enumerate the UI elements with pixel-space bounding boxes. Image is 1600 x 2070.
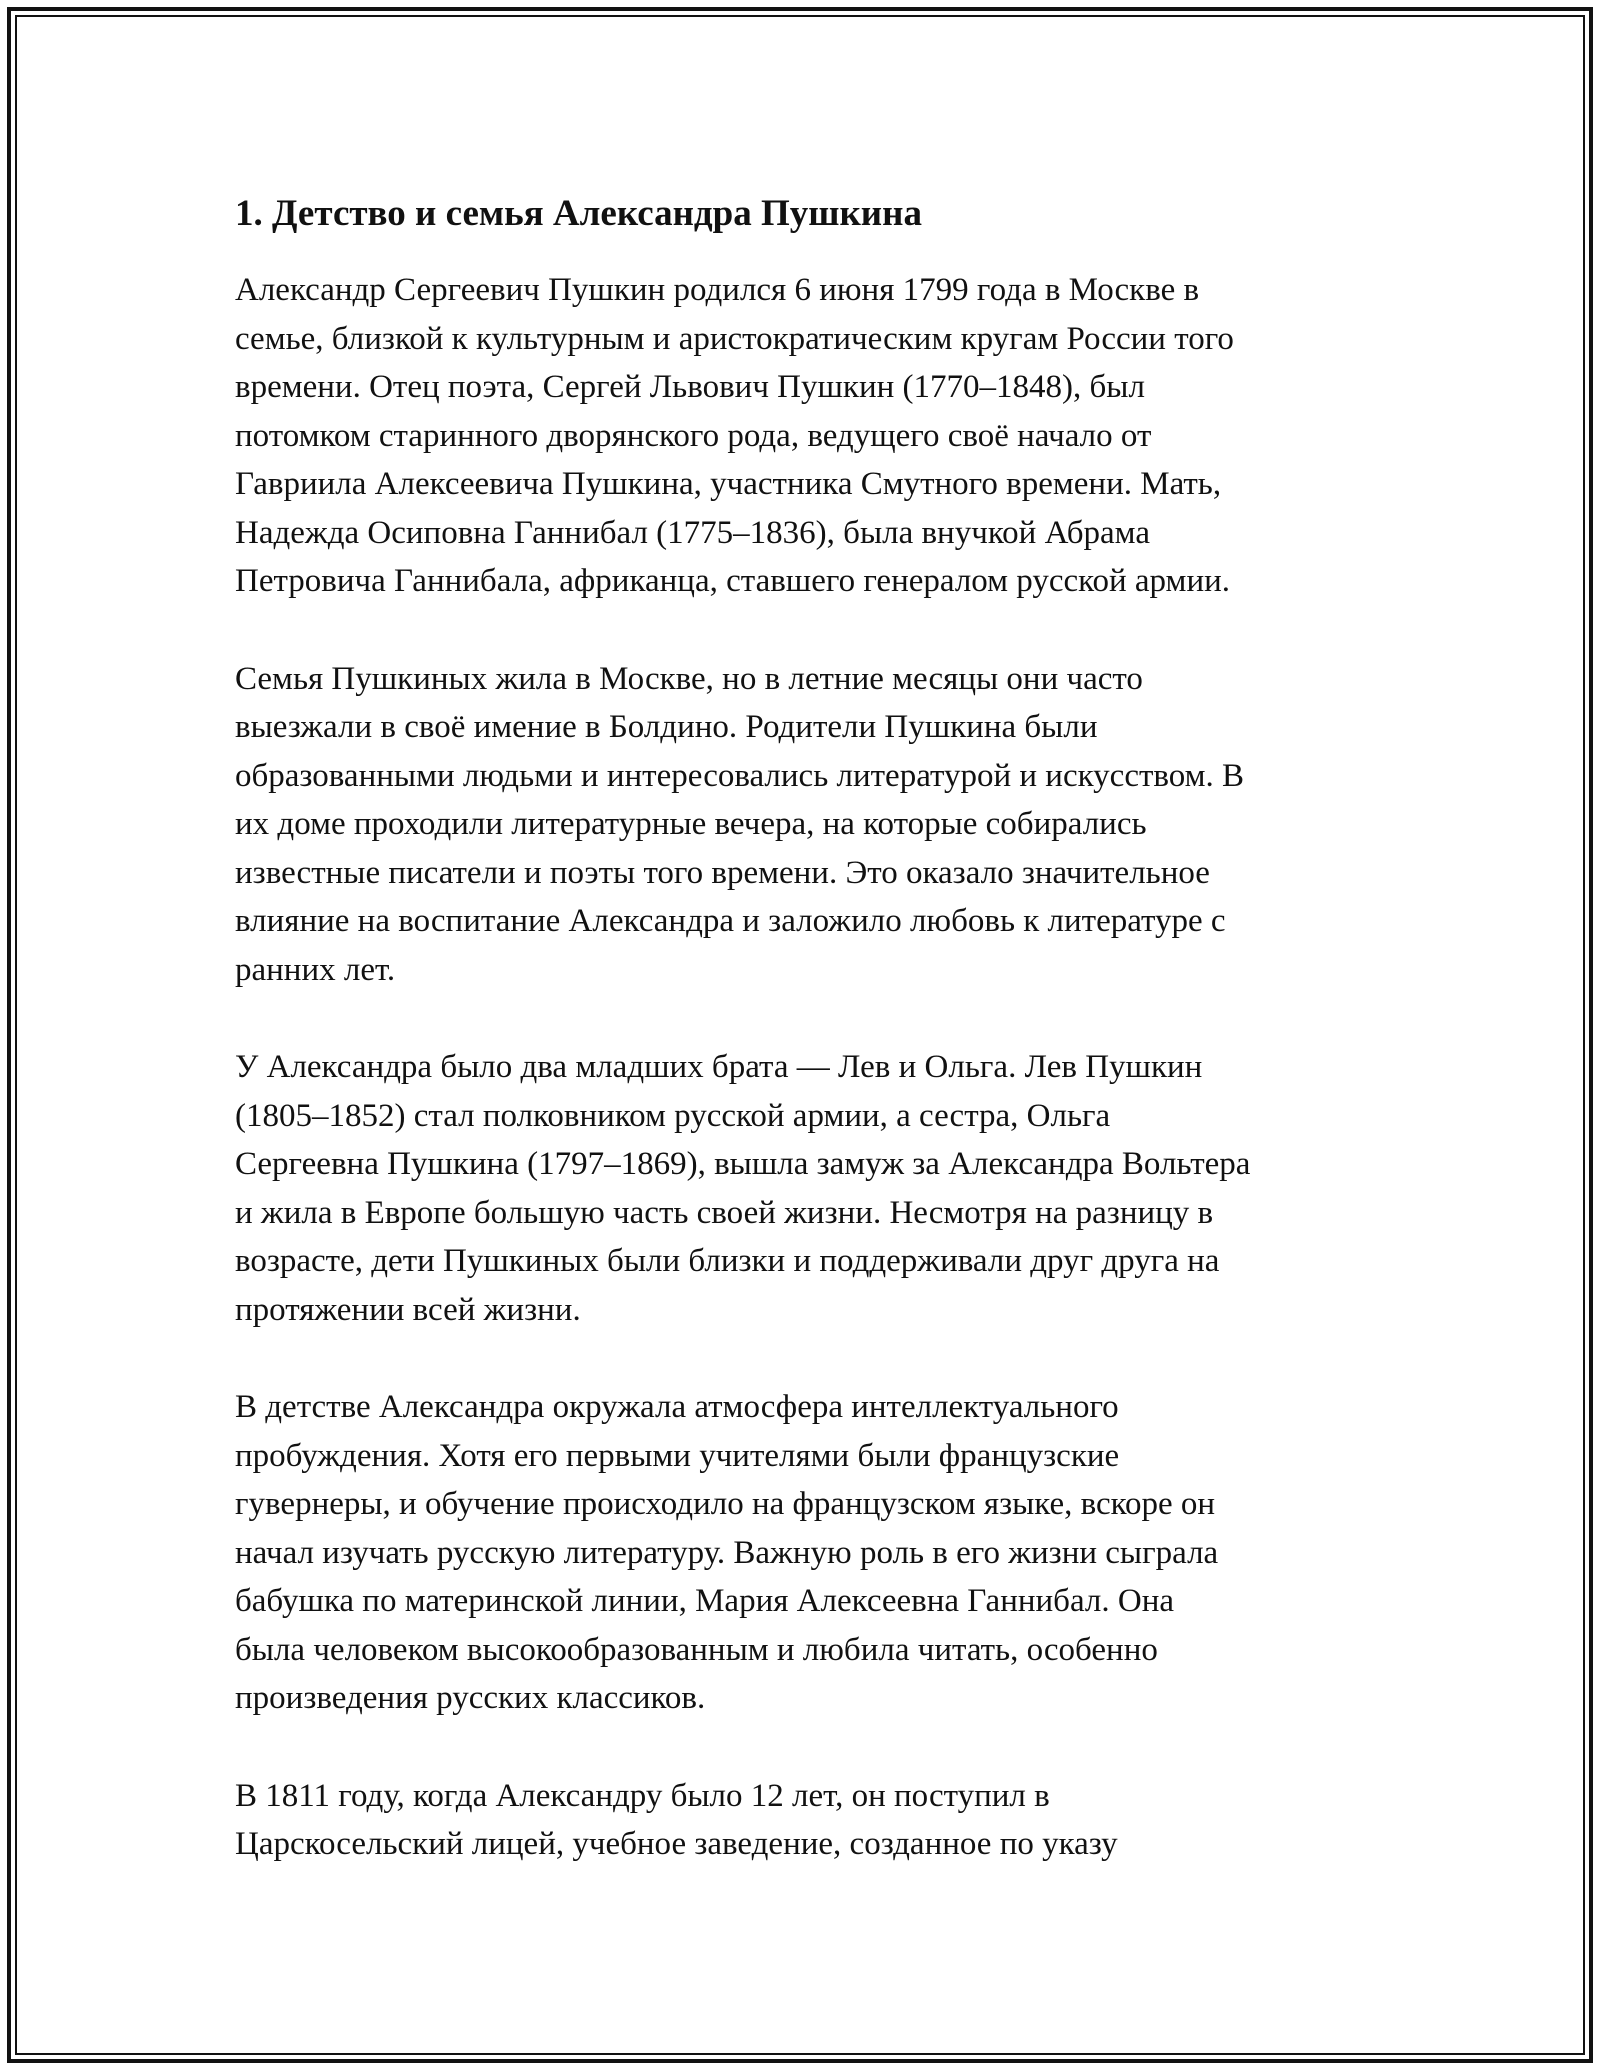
paragraph-family-life: Семья Пушкиных жила в Москве, но в летние месяцы они часто выезжали в своё имение в Болдино. Родители Пушкина были образованными людьми и интересовались литературой и искусством. В их доме проходили литературные вечера, на которые собирались известные писатели и поэты того времени. Это оказало значительное влияние на воспитание Александра и заложило любовь к литературе с ранних лет. bbox=[235, 660, 1245, 988]
paragraph-siblings: У Александра было два младших брата — Лев и Ольга. Лев Пушкин (1805–1852) стал полковником русской армии, а сестра, Ольга Сергеевна Пушкина (1797–1869), вышла замуж за Александра Вольтера и жила в Европе большую часть своей жизни. Несмотря на разницу в возрасте, дети Пушкиных были близки и поддерживали друг друга на протяжении всей жизни. bbox=[235, 1049, 1251, 1328]
document-body bbox=[235, 188, 1375, 1918]
paragraph-lyceum: В 1811 году, когда Александру было 12 лет, он поступил в Царскосельский лицей, учебное заведение, созданное по указу bbox=[235, 1777, 1118, 1862]
paragraph-birth-parents: Александр Сергеевич Пушкин родился 6 июня 1799 года в Москве в семье, близкой к культурным и аристократическим кругам России того времени. Отец поэта, Сергей Львович Пушкин (1770–1848), был потомком старинного дворянского рода, ведущего своё начало от Гавриила Алексеевича Пушкина, участника Смутного времени. Мать, Надежда Осиповна Ганнибал (1775–1836), была внучкой Абрама Петровича Ганнибала, африканца, ставшего генералом русской армии. bbox=[235, 272, 1234, 599]
paragraph-childhood-education: В детстве Александра окружала атмосфера интеллектуального пробуждения. Хотя его первыми учителями были французские гувернеры, и обучение происходило на французском языке, вскоре он начал изучать русскую литературу. Важную роль в его жизни сыграла бабушка по материнской линии, Мария Алексеевна Ганнибал. Она была человеком высокообразованным и любила читать, особенно произведения русских классиков. bbox=[235, 1389, 1219, 1716]
section-heading: 1. Детство и семья Александра Пушкина bbox=[235, 193, 922, 234]
